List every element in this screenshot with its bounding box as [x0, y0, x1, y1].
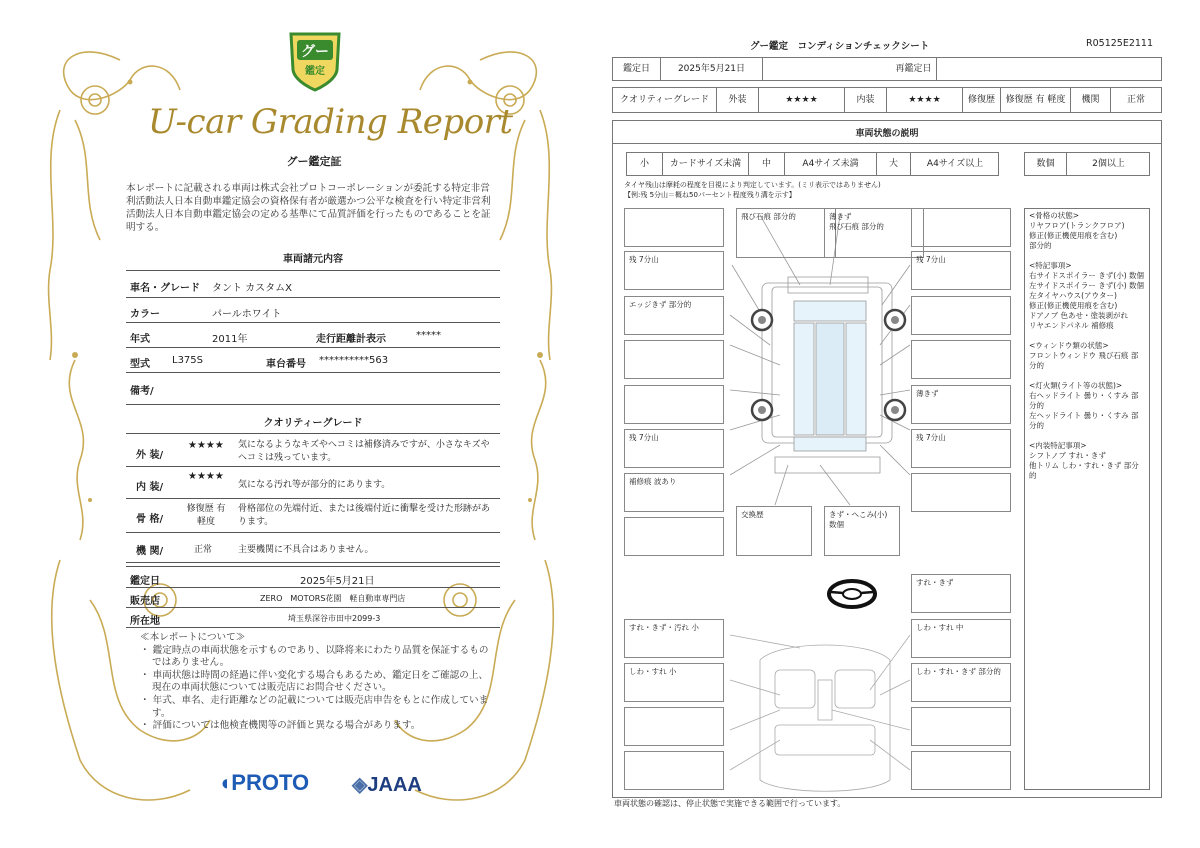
diagram-box: [624, 707, 724, 746]
spec-row-color: [126, 298, 500, 323]
jaaa-logo: ◈JAAA: [352, 774, 422, 796]
remark-line: 修正(修正機使用痕を含む): [1029, 231, 1118, 240]
diagram-box: [911, 340, 1011, 379]
condition-check-sheet: [600, 0, 1200, 848]
report-notes: [140, 632, 496, 733]
remark-line: リヤエンドパネル 補修痕: [1029, 321, 1114, 330]
diagram-box-r1: 残 7分山: [911, 251, 1011, 290]
int-stars: ★★★★: [887, 88, 963, 112]
diagram-box: [911, 473, 1011, 512]
diagram-box-l1: 残 7分山: [624, 251, 724, 290]
year-value: 2011年: [212, 334, 248, 345]
mileage-label: 走行距離計表示: [316, 334, 386, 345]
interior-stars: ★★★★: [188, 471, 224, 482]
note-item: ・ 車両状態は時間の経過に伴い変化する場合もあるため、鑑定日をご確認の上、現在の車両状態については販売店にお問合せください。: [140, 669, 489, 694]
remarks-panel: [1024, 208, 1150, 790]
info-row-dealer: [126, 588, 500, 608]
spec-row-model: [126, 348, 500, 373]
sheet-title: グー鑑定 コンディションチェックシート: [750, 41, 930, 52]
size-large-label: 大: [877, 153, 911, 175]
ext-label: 外装: [717, 88, 759, 112]
date-value: 2025年5月21日: [661, 58, 763, 80]
diagram-box-top1: 飛び石痕 部分的: [736, 208, 836, 258]
diagram-box: [911, 751, 1011, 790]
sheet-id: R05125E2111: [1086, 38, 1154, 49]
int-label: 内装: [845, 88, 887, 112]
diagram-box: [911, 208, 1011, 247]
engine-label: 機 関/: [136, 546, 164, 557]
mileage-value: *****: [416, 330, 441, 341]
goo-kantei-shield-logo-icon: [285, 30, 345, 92]
diagram-box: [911, 296, 1011, 335]
diagram-box-r4: 薄きず: [911, 385, 1011, 424]
redate-label: 再鑑定日: [891, 58, 937, 80]
remark-line: 部分的: [1029, 241, 1052, 250]
diagram-box: [911, 707, 1011, 746]
date-label: 鑑定日: [130, 576, 160, 587]
info-row-address: [126, 608, 500, 628]
proto-logo: ◖PROTO: [218, 770, 310, 795]
grade-row-frame: [126, 499, 500, 533]
quality-section-title: クオリティーグレード: [263, 418, 363, 429]
color-label: カラー: [130, 309, 160, 320]
ext-stars: ★★★★: [759, 88, 845, 112]
sheet-footer: 車両状態の確認は、停止状態で実施できる範囲で行っています。: [614, 799, 846, 808]
size-mid-label: 中: [749, 153, 785, 175]
svg-text:グー: グー: [301, 44, 329, 60]
certificate-body: 本レポートに記載される車両は株式会社プロトコーポレーションが委託する特定非営利活動法人日本自動車鑑定協会の資格保有者が厳選かつ公平な検査を行い特定非営利活動法人日本自動車鑑定協会の定める基準にて品質評価を行ったものであることを証明する。: [126, 183, 491, 233]
report-title: U-car Grading Report: [148, 102, 513, 142]
spec-row-name: [126, 270, 500, 298]
remark-line: 左ヘッドライト 曇り・くすみ 部分的: [1029, 411, 1139, 430]
count-desc: 2個以上: [1092, 159, 1125, 169]
chassis-label: 車台番号: [266, 359, 306, 370]
note-item: ・ 評価については他検査機関等の評価と異なる場合があります。: [140, 720, 421, 732]
spec-row-year: [126, 323, 500, 348]
tire-note-2: 【例:残 5分山＝概ね50パーセント程度残り溝を示す】: [624, 191, 796, 199]
diagram-box-int-r1: しわ・すれ 中: [911, 619, 1011, 658]
car-name-label: 車名・グレード: [130, 283, 200, 294]
certificate-title: グー鑑定証: [286, 155, 342, 168]
remark-line: フロントウィンドウ 飛び石痕 部分的: [1029, 351, 1139, 370]
diagram-box: [624, 208, 724, 247]
remark-line: シフトノブ すれ・きず: [1029, 451, 1106, 460]
remark-line: <灯火類(ライト等の状態)>: [1029, 381, 1123, 390]
repair-value: 修復歴 有 軽度: [1001, 88, 1071, 112]
size-small-label: 小: [627, 153, 663, 175]
steering-wheel-icon: [826, 578, 878, 610]
exterior-label: 外 装/: [136, 450, 164, 461]
remark-line: 左タイヤハウス(アウター): [1029, 291, 1117, 300]
engine-label: 機関: [1071, 88, 1111, 112]
spec-section-title: 車両諸元内容: [283, 254, 343, 265]
tire-note-1: タイヤ残山は摩耗の程度を目視により判定しています。(ミリ表示ではありません): [624, 181, 881, 189]
remark-line: <骨格の状態>: [1029, 211, 1080, 220]
car-name-value: タント カスタムX: [212, 283, 293, 294]
remark-line: 修正(修正機使用痕を含む): [1029, 301, 1118, 310]
notes-title: ≪本レポートについて≫: [140, 632, 246, 643]
remark-line: <特記事項>: [1029, 261, 1072, 270]
date-row: [612, 57, 1162, 81]
size-legend: [626, 152, 999, 176]
diagram-box-l5: 残 7分山: [624, 429, 724, 468]
info-row-date: [126, 566, 500, 588]
date-value: 2025年5月21日: [300, 576, 375, 587]
interior-desc: 気になる汚れ等が部分的にあります。: [238, 480, 391, 490]
frame-desc: 骨格部位の先端付近、または後端付近に衝撃を受けた形跡があります。: [238, 504, 491, 527]
diagram-box-int-l2: しわ・すれ 小: [624, 663, 724, 702]
remark-line: [1029, 331, 1145, 341]
model-label: 型式: [130, 359, 150, 370]
exterior-desc: 気になるようなキズやヘコミは補修済みですが、小さなキズやヘコミは残っています。: [238, 440, 490, 463]
diagram-box-r5: 残 7分山: [911, 429, 1011, 468]
remark-line: ドアノブ 色あせ・塗装剥がれ: [1029, 311, 1129, 320]
interior-label: 内 装/: [136, 482, 164, 493]
remarks-label: 備考/: [130, 386, 154, 397]
remark-line: <内装特記事項>: [1029, 441, 1087, 450]
frame-value: 修復歴 有 軽度: [186, 504, 226, 527]
grade-row: [612, 87, 1162, 113]
diagram-box-l6: 補修痕 波あり: [624, 473, 724, 512]
date-label: 鑑定日: [613, 58, 661, 80]
address-label: 所在地: [130, 616, 160, 627]
remark-line: 右サイドスポイラー きず(小) 数個: [1029, 271, 1145, 280]
chassis-value: **********563: [319, 355, 389, 366]
diagram-box-steer: すれ・きず: [911, 574, 1011, 613]
diagram-box: [624, 517, 724, 556]
diagram-box-bot1: 交換歴: [736, 506, 812, 556]
model-value: L375S: [172, 355, 204, 366]
color-value: パールホワイト: [212, 309, 282, 320]
diagram-box: [624, 751, 724, 790]
grade-row-engine: [126, 533, 500, 563]
engine-value: 正常: [194, 545, 213, 555]
diagram-box-int-l1: すれ・きず・汚れ 小: [624, 619, 724, 658]
remark-line: [1029, 251, 1145, 261]
dealer-value: ZERO MOTORS花園 軽自動車専門店: [260, 594, 406, 603]
repair-label: 修復歴: [963, 88, 1001, 112]
grade-row-exterior: [126, 433, 500, 467]
proto-logo-text: PROTO: [231, 770, 310, 795]
diagram-box: [624, 340, 724, 379]
remarks-list: [1029, 211, 1145, 481]
diagram-box-l2: エッジきず 部分的: [624, 296, 724, 335]
size-mid-desc: A4サイズ未満: [785, 153, 877, 175]
grade-row-interior: [126, 467, 500, 499]
remark-line: [1029, 371, 1145, 381]
grade-label: クオリティーグレード: [613, 88, 717, 112]
note-item: ・ 鑑定時点の車両状態を示すものであり、以降将来にわたり品質を保証するものではありません。: [140, 644, 489, 669]
diagram-box: [624, 385, 724, 424]
divider: [612, 143, 1162, 144]
remark-line: [1029, 431, 1145, 441]
exterior-stars: ★★★★: [188, 440, 224, 451]
remark-line: 他トリム しわ・すれ・きず 部分的: [1029, 461, 1139, 480]
diagram-box-top2: 薄きず 飛び石痕 部分的: [824, 208, 924, 258]
svg-text:鑑定: 鑑定: [305, 66, 325, 77]
year-label: 年式: [130, 334, 150, 345]
diagram-box-int-r2: しわ・すれ・きず 部分的: [911, 663, 1011, 702]
remark-line: 右ヘッドライト 曇り・くすみ 部分的: [1029, 391, 1139, 410]
remark-line: 左サイドスポイラー きず(小) 数個: [1029, 281, 1145, 290]
diagram-box-bot2: きず・へこみ(小) 数個: [824, 506, 900, 556]
engine-value: 正常: [1126, 95, 1145, 105]
address-value: 埼玉県深谷市田中2099-3: [288, 614, 381, 623]
count-label: 数個: [1025, 153, 1067, 175]
spec-row-remarks: [126, 373, 500, 405]
size-small-desc: カードサイズ未満: [663, 153, 749, 175]
count-legend: [1024, 152, 1150, 176]
note-item: ・ 年式、車名、走行距離などの記載については販売店申告をもとに作成しています。: [140, 694, 489, 719]
remark-line: <ウィンドウ類の状態>: [1029, 341, 1109, 350]
jaaa-logo-text: JAAA: [367, 774, 422, 796]
frame-label: 骨 格/: [136, 514, 164, 525]
remark-line: リヤフロア(トランクフロア): [1029, 221, 1125, 230]
dealer-label: 販売店: [130, 596, 160, 607]
engine-desc: 主要機関に不具合はありません。: [238, 545, 374, 555]
size-large-desc: A4サイズ以上: [926, 159, 984, 169]
state-title: 車両状態の説明: [855, 129, 919, 139]
